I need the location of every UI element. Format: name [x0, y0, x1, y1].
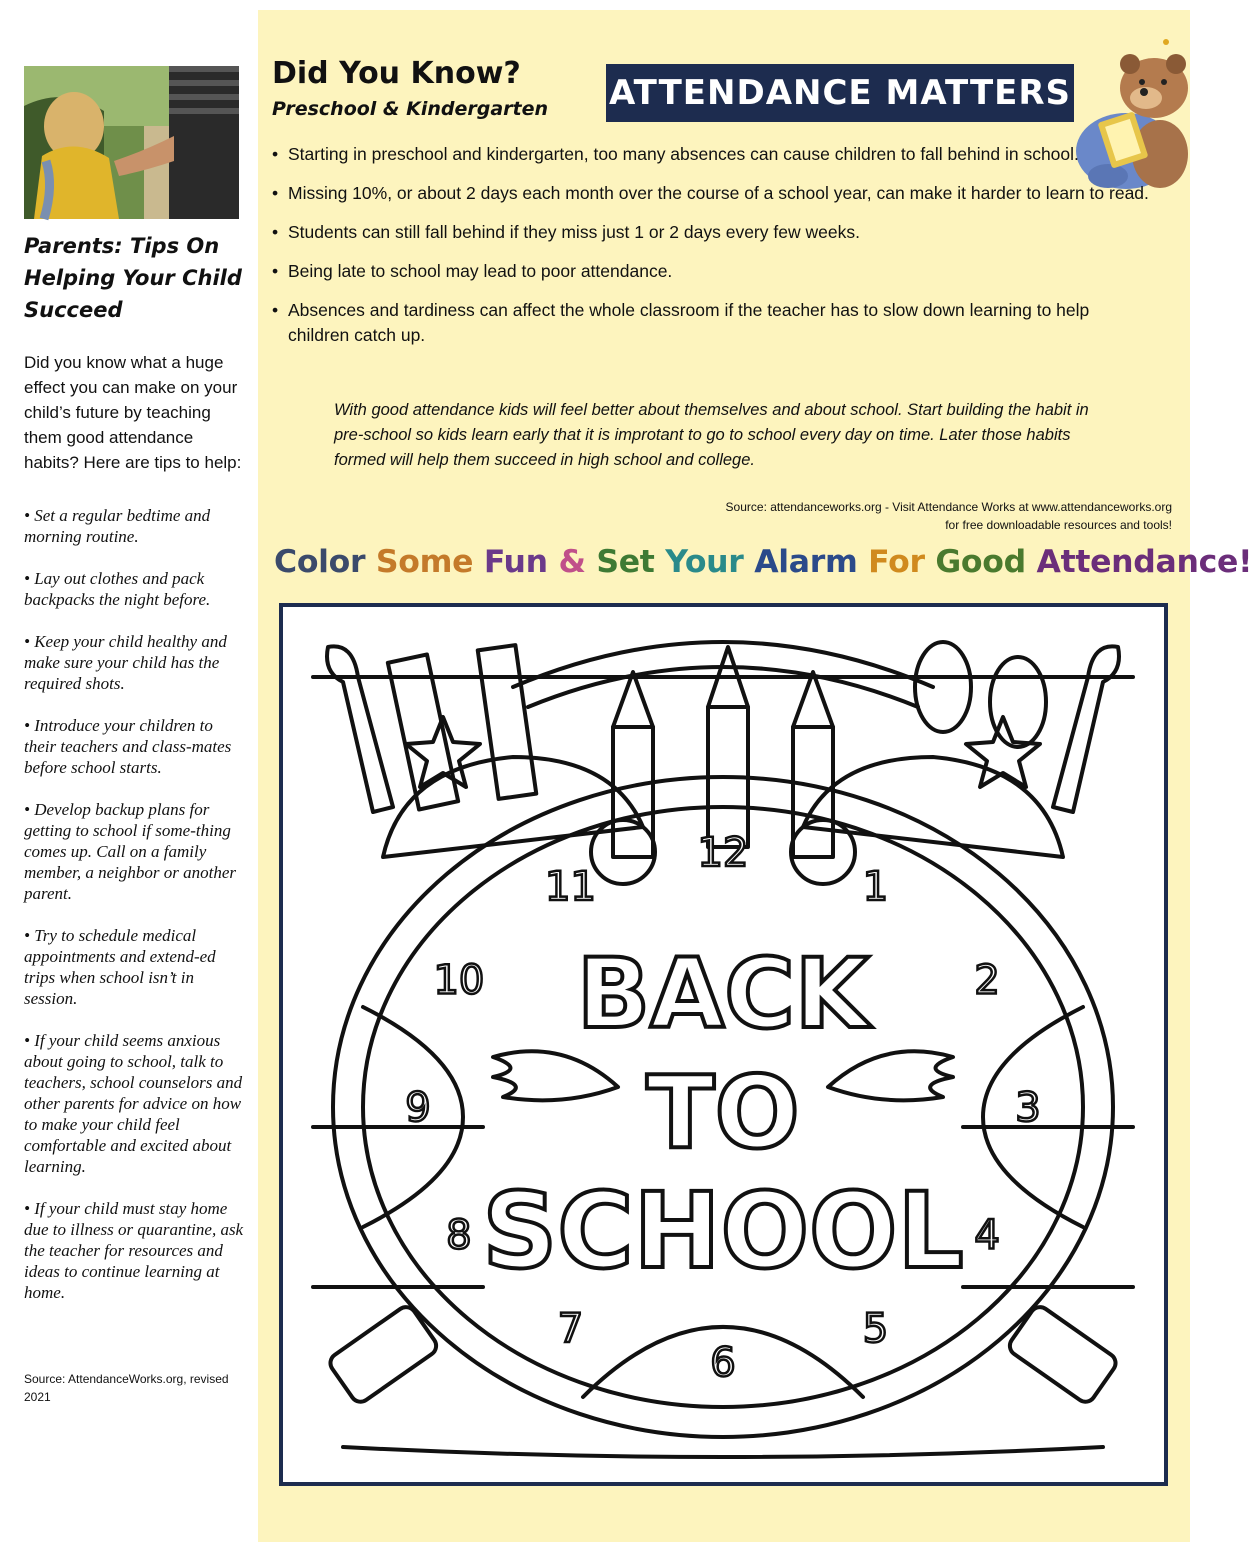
coloring-title-word: TO: [646, 1054, 800, 1171]
tip-item: • Keep your child healthy and make sure your child has the required shots.: [24, 632, 227, 693]
headline-word: Set: [596, 544, 666, 580]
clock-number: 12: [697, 830, 749, 876]
attendance-quote: With good attendance kids will feel better about themselves and about school. Start building the habit in pre-school so kids learn early that it is improtant to go to school every day on time. Later those habits formed will help them succeed in high school and college.: [334, 401, 1089, 469]
coloring-page-frame: [279, 603, 1168, 1486]
coloring-title-word: BACK: [576, 938, 870, 1050]
credit-line: for free downloadable resources and tools!: [945, 518, 1172, 532]
main-title: Did You Know?: [272, 56, 521, 91]
clock-number: 10: [433, 957, 485, 1004]
parent-child-photo: [24, 66, 239, 219]
main-subtitle: Preschool & Kindergarten: [272, 98, 549, 120]
tip-item: • Introduce your children to their teachers and class-mates before school starts.: [24, 716, 232, 777]
clock-number: 8: [446, 1212, 472, 1259]
coloring-title-word: SCHOOL: [482, 1170, 964, 1292]
clock-number: 2: [974, 957, 1000, 1004]
headline-word: Your: [665, 544, 755, 580]
headline-word: Some: [375, 544, 484, 580]
headline-word: &: [558, 544, 597, 580]
tip-item: • If your child seems anxious about going to school, talk to teachers, school counselors and other parents for advice on how to make your child feel comfortable and excited about learning.: [24, 1031, 243, 1176]
fact-item: • Students can still fall behind if they miss just 1 or 2 days every few weeks.: [272, 220, 1152, 245]
credit-line: Source: attendanceworks.org - Visit Attendance Works at www.attendanceworks.org: [725, 500, 1172, 514]
sidebar-intro: Did you know what a huge effect you can make on your child’s future by teaching them good attendance habits? Here are tips to help:: [24, 353, 242, 472]
clock-number: 11: [545, 864, 596, 911]
fact-item: • Missing 10%, or about 2 days each month over the course of a school year, can make it harder to learn to read.: [272, 181, 1152, 206]
headline-word: Good: [935, 544, 1037, 580]
clock-number: 7: [557, 1305, 584, 1352]
tip-item: • Develop backup plans for getting to school if some-thing comes up. Call on a family member, a neighbor or another parent.: [24, 800, 237, 903]
sidebar-heading: Parents: Tips On Helping Your Child Succeed: [24, 234, 242, 322]
fact-item: • Starting in preschool and kindergarten, too many absences can cause children to fall behind in school.: [272, 142, 1152, 167]
sidebar-source: Source: AttendanceWorks.org, revised 2021: [24, 1372, 229, 1404]
clock-number: 1: [862, 864, 889, 911]
resource-credit: [612, 498, 1172, 534]
facts-list: [272, 142, 1152, 362]
headline-word: Alarm: [754, 544, 869, 580]
clock-number: 4: [974, 1212, 1000, 1259]
headline-word: Color: [274, 544, 376, 580]
attendance-matters-badge: ATTENDANCE MATTERS: [606, 64, 1074, 122]
back-to-school-coloring-illustration: [283, 607, 1164, 1482]
tip-item: • Lay out clothes and pack backpacks the night before.: [24, 569, 211, 609]
clock-number: 5: [862, 1305, 889, 1352]
clock-number: 9: [405, 1085, 431, 1131]
tips-list: [24, 505, 249, 1324]
coloring-headline: [274, 544, 1252, 580]
sidebar: [0, 0, 258, 1558]
clock-number: 6: [710, 1340, 736, 1386]
fact-item: • Being late to school may lead to poor attendance.: [272, 259, 1152, 284]
headline-word: Attendance!: [1036, 544, 1252, 580]
tip-item: • If your child must stay home due to illness or quarantine, ask the teacher for resources and ideas to continue learning at home.: [24, 1199, 244, 1302]
headline-word: For: [868, 544, 936, 580]
tip-item: • Set a regular bedtime and morning routine.: [24, 506, 211, 546]
fact-item: • Absences and tardiness can affect the whole classroom if the teacher has to slow down learning to help children catch up.: [272, 298, 1152, 348]
clock-number: 3: [1015, 1085, 1041, 1131]
tip-item: • Try to schedule medical appointments and extend-ed trips when school isn’t in session.: [24, 926, 216, 1008]
headline-word: Fun: [483, 544, 559, 580]
